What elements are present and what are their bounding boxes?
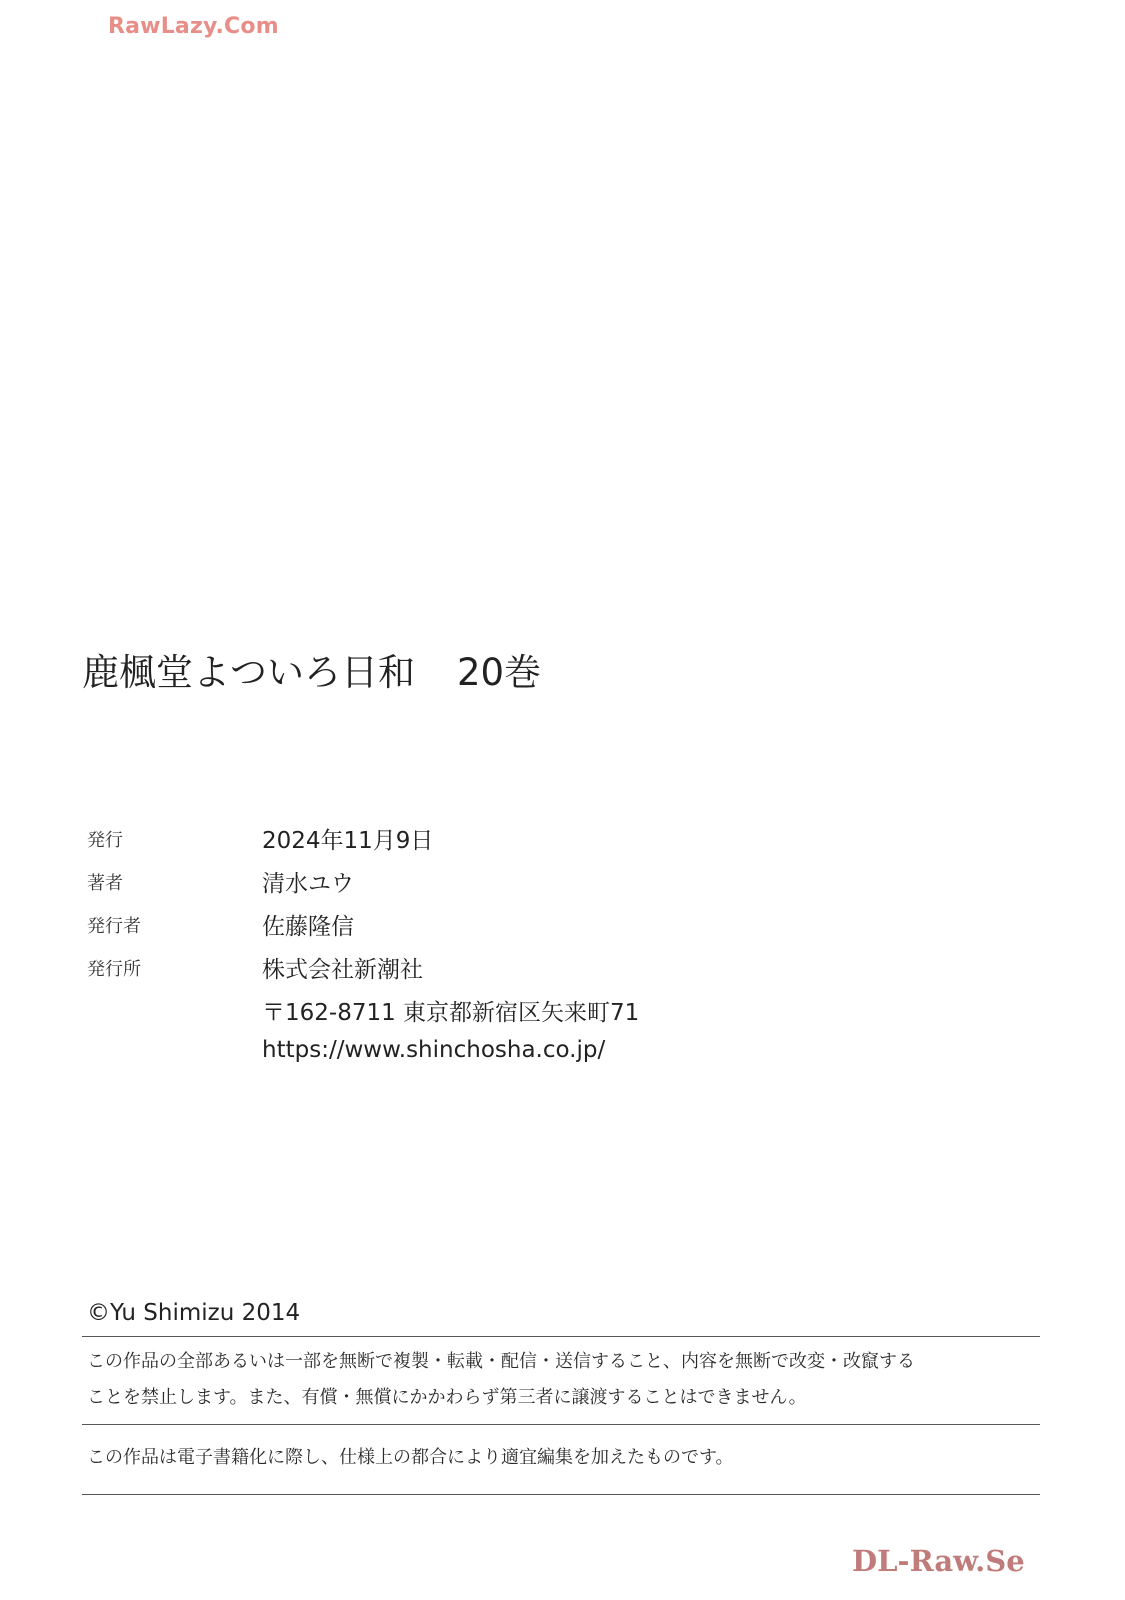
copyright-notice: ©Yu Shimizu 2014 bbox=[87, 1300, 301, 1326]
colophon-label: 発行者 bbox=[87, 916, 141, 937]
divider bbox=[82, 1494, 1040, 1495]
book-title-name: 鹿楓堂よついろ日和 bbox=[82, 651, 415, 694]
watermark-top: RawLazy.Com bbox=[108, 14, 279, 39]
publisher-address: 〒162-8711 東京都新宿区矢来町71 bbox=[262, 1000, 640, 1026]
prohibition-notice-line: ことを禁止します。また、有償・無償にかかわらず第三者に譲渡することはできません。 bbox=[87, 1387, 807, 1408]
colophon-label: 発行所 bbox=[87, 959, 141, 980]
digital-edition-notice: この作品は電子書籍化に際し、仕様上の都合により適宜編集を加えたものです。 bbox=[87, 1447, 734, 1468]
divider bbox=[82, 1336, 1040, 1337]
prohibition-notice bbox=[87, 1344, 915, 1416]
watermark-bottom: DL-Raw.Se bbox=[852, 1544, 1025, 1578]
colophon-label: 発行 bbox=[87, 830, 123, 851]
prohibition-notice-line: この作品の全部あるいは一部を無断で複製・転載・配信・送信すること、内容を無断で改変・改竄する bbox=[87, 1351, 915, 1372]
colophon-value: 佐藤隆信 bbox=[262, 914, 354, 940]
publisher-url-link[interactable]: https://www.shinchosha.co.jp/ bbox=[262, 1037, 606, 1063]
colophon-value: 清水ユウ bbox=[262, 871, 354, 897]
book-title bbox=[82, 642, 541, 696]
colophon-label: 著者 bbox=[87, 873, 123, 894]
colophon-value: 株式会社新潮社 bbox=[262, 957, 423, 983]
divider bbox=[82, 1424, 1040, 1425]
book-volume: 20巻 bbox=[457, 651, 542, 694]
colophon-value: 2024年11月9日 bbox=[262, 828, 434, 854]
